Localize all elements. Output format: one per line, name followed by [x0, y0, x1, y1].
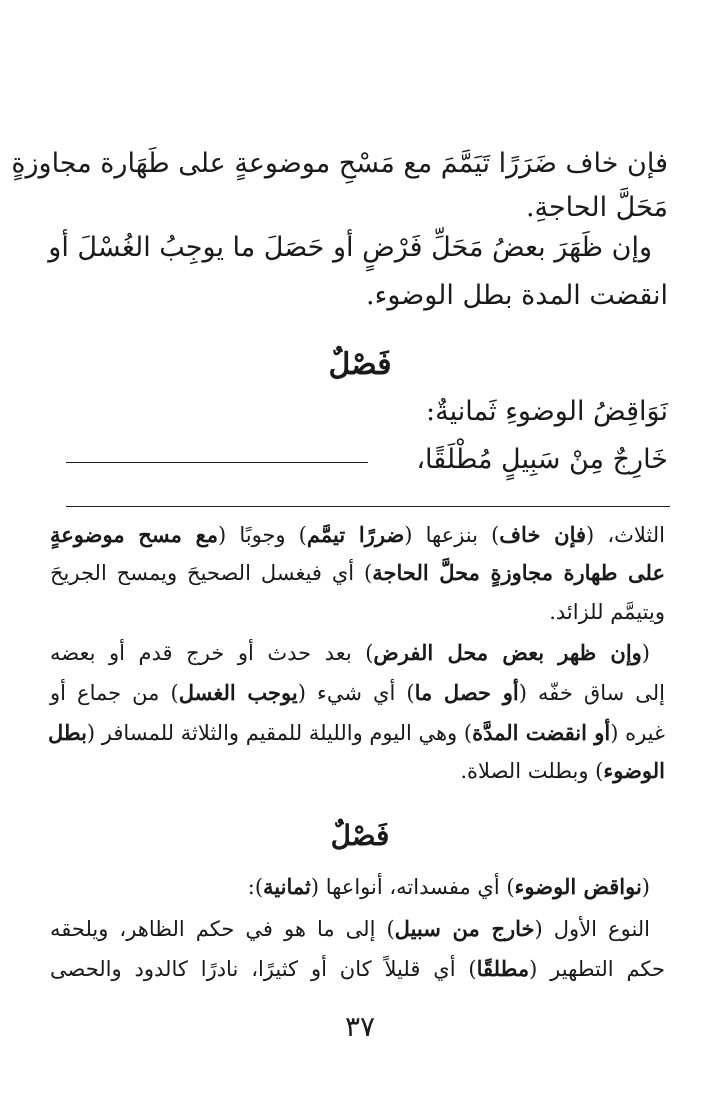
sharh-p2-line-1: (وإن ظهر بعض محل الفرض) بعد حدث أو خرج قدم أو بعضه [50, 640, 650, 665]
sharh-p1-line-1: الثلاث، (فإن خاف) بنزعها (ضررًا تيمَّم) وجوبًا (مع مسح موضوعةٍ [50, 522, 665, 547]
sharh-p1-line-3: ويتيمَّم للزائد. [549, 600, 665, 624]
sharh-p3-line-1: (نواقض الوضوء) أي مفسداته، أنواعها (ثمانية): [247, 874, 650, 899]
matn-line-2: مَحَلَّ الحاجةِ. [525, 192, 668, 223]
section-heading-matn: فَصْلٌ [328, 347, 392, 382]
sharh-p3-line-2: النوع الأول (خارج من سبيل) إلى ما هو في حكم الظاهر، ويلحقه [50, 916, 651, 941]
matn-line-1: فإن خاف ضَرَرًا تَيَمَّمَ مع مَسْحِ موضوعةٍ على طَهَارة مجاوزةٍ [11, 148, 668, 179]
section-heading-sharh: فَصْلٌ [330, 819, 390, 852]
kharij-line: خَارِجٌ مِنْ سَبِيلٍ مُطْلَقًا، [416, 444, 668, 475]
matn-line-4: انقضت المدة بطل الوضوء. [366, 280, 668, 311]
nawaqid-title: نَوَاقِضُ الوضوءِ ثَمانيةٌ: [426, 396, 668, 427]
sharh-p2-line-2: إلى ساق خفّه (أو حصل ما) أي شيء (يوجب الغسل) من جماع أو [50, 680, 666, 705]
sharh-p1-line-2: على طهارة مجاوزةٍ محلَّ الحاجة) أي فيغسل الصحيحَ ويمسح الجريحَ [50, 560, 665, 585]
sharh-p2-line-4: الوضوء) وبطلت الصلاة. [460, 758, 665, 783]
sharh-p3-line-3: حكم التطهير (مطلقًا) أي قليلاً كان أو كثيرًا، نادرًا كالدود والحصى [50, 956, 666, 981]
page-number: ٣٧ [344, 1010, 376, 1043]
matn-end-rule [66, 462, 368, 463]
separator-rule [66, 506, 670, 507]
matn-line-3: وإن ظَهَرَ بعضُ مَحَلِّ فَرْضٍ أو حَصَلَ ما يوجِبُ الغُسْلَ أو [48, 232, 652, 263]
sharh-p2-line-3: غيره (أو انقضت المدَّة) وهي اليوم والليلة للمقيم والثلاثة للمسافر (بطل [47, 720, 665, 745]
